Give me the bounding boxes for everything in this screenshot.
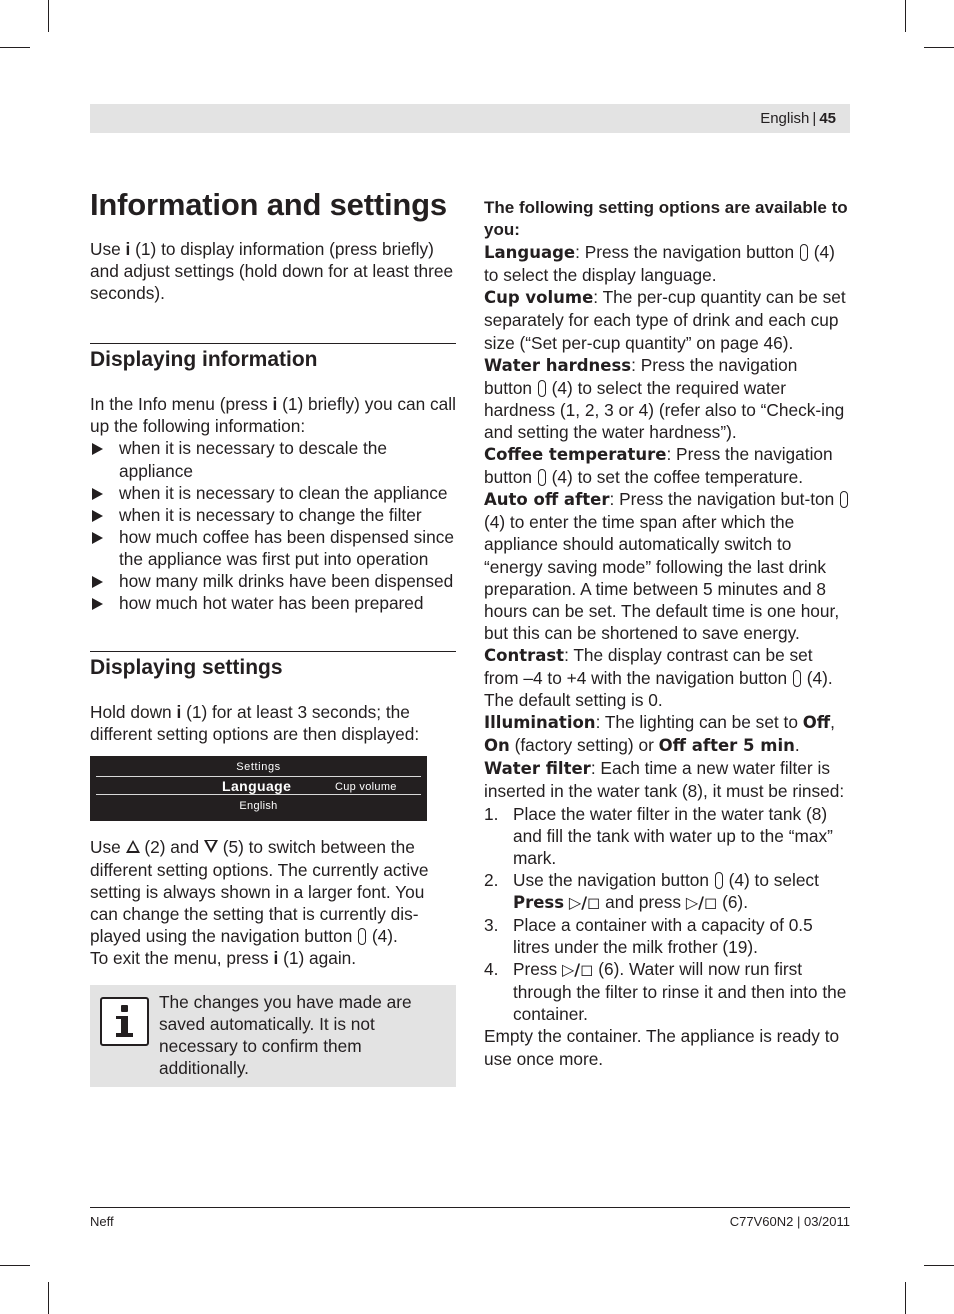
info-key-label: i xyxy=(176,702,182,723)
display-text-press: Press xyxy=(513,892,565,912)
list-item xyxy=(484,958,850,1025)
settings-intro-text: Hold down xyxy=(90,702,177,723)
setting-term: Auto off after xyxy=(484,490,610,510)
crop-mark xyxy=(905,0,906,32)
setting-text: (4) to enter the time span after which the appliance should automatically switch to “energy saving mode” following the last drink preparation. A time between 5 minutes and 8 hours can be set. The default time is one hour, but this can be shortened to save energy. xyxy=(484,512,840,643)
down-arrow-icon xyxy=(204,840,218,853)
closing-paragraph: Empty the container. The appliance is ready to use once more. xyxy=(484,1026,840,1069)
list-item xyxy=(90,504,456,526)
setting-cup-volume xyxy=(484,286,850,353)
step-text: Place the water filter in the water tank (8) and fill the tank with water up to the “max” mark. xyxy=(513,803,833,868)
display-next-setting: Cup volume xyxy=(335,781,397,794)
footer-rule xyxy=(90,1207,850,1208)
setting-value: Off xyxy=(802,713,831,733)
list-item xyxy=(90,482,456,504)
list-item-text: when it is necessary to clean the appliance xyxy=(119,482,448,503)
settings-navigation-paragraph xyxy=(90,836,456,969)
setting-text: (4) to select the required water hardness (1, 2, 3 or 4) (refer also to “Check-ing and setting the water hardness”). xyxy=(484,377,845,442)
section-heading: Displaying information xyxy=(90,348,318,372)
start-stop-icon: ▷/◻ xyxy=(561,960,594,980)
paragraph-text: (2) and xyxy=(139,837,204,858)
start-stop-icon: ▷/◻ xyxy=(685,892,718,912)
list-item-text: when it is necessary to change the filter xyxy=(119,504,422,525)
info-icon xyxy=(100,997,149,1046)
setting-text: . xyxy=(794,735,800,756)
list-item xyxy=(90,592,456,614)
setting-text: (4) to set the coffee temperature. xyxy=(546,467,804,488)
page-number: 45 xyxy=(819,110,836,127)
setting-text: (4) to select the display language. xyxy=(484,242,835,286)
info-intro-paragraph xyxy=(90,393,456,437)
footer-doc-id: C77V60N2 | 03/2011 xyxy=(729,1214,850,1229)
list-item xyxy=(484,869,850,914)
info-key-label: i xyxy=(272,394,278,415)
display-divider xyxy=(96,776,421,777)
header-separator: | xyxy=(812,110,817,127)
setting-water-filter xyxy=(484,757,850,802)
list-item xyxy=(90,437,456,481)
intro-text: (1) to display information (press briefly) and adjust settings (hold down for at least three seconds). xyxy=(90,239,454,304)
header-language: English xyxy=(760,110,810,127)
display-screen-illustration xyxy=(90,756,427,821)
setting-text: : Press the navigation but-ton xyxy=(609,489,840,510)
setting-value: Off after 5 min xyxy=(658,736,795,756)
info-key-label: i xyxy=(125,239,131,259)
section-displaying-information xyxy=(90,343,456,614)
list-item xyxy=(90,526,456,570)
crop-mark xyxy=(924,47,954,48)
start-stop-icon: ▷/◻ xyxy=(568,892,601,912)
setting-term: Coffee temperature xyxy=(484,445,667,465)
info-note-box xyxy=(90,985,456,1087)
crop-mark xyxy=(48,1282,49,1314)
intro-paragraph xyxy=(90,238,456,304)
setting-text: : The per-cup quantity can be set separately for each type of drink and each cup size (“Set per-cup quantity” on page 46). xyxy=(484,287,846,353)
setting-text: : Press the navigation button xyxy=(484,444,833,488)
step-number: 3. xyxy=(484,915,499,935)
settings-intro-paragraph xyxy=(90,701,456,745)
paragraph-text: (4). xyxy=(367,925,398,946)
list-item-text: how many milk drinks have been dispensed xyxy=(119,571,454,592)
setting-text: : The lighting can be set to xyxy=(595,712,803,733)
step-text: (6). xyxy=(717,891,748,912)
paragraph-text: (1) again. xyxy=(278,947,357,968)
display-menu-title: Settings xyxy=(236,761,281,774)
filter-steps-list xyxy=(484,803,850,1026)
display-setting-value: English xyxy=(239,800,278,813)
step-number: 1. xyxy=(484,803,499,824)
crop-mark xyxy=(48,0,49,32)
info-list xyxy=(90,437,456,614)
setting-text: : Press the navigation button xyxy=(484,354,798,398)
step-text: and press xyxy=(600,891,686,912)
setting-contrast xyxy=(484,644,850,711)
paragraph-text: Use xyxy=(90,837,126,858)
settings-intro-text: (1) for at least 3 seconds; the different setting options are then displayed: xyxy=(90,702,420,745)
bullet-arrow-icon xyxy=(92,443,103,455)
intro-text: Use xyxy=(90,239,126,259)
setting-term: Contrast xyxy=(484,645,565,665)
section-heading: Displaying settings xyxy=(90,656,283,680)
paragraph-text: To exit the menu, press xyxy=(90,947,274,968)
up-arrow-icon xyxy=(126,840,140,853)
page-title: Information and settings xyxy=(90,187,447,222)
info-key-label: i xyxy=(273,947,279,968)
step-number: 2. xyxy=(484,869,499,890)
list-item-text: how much hot water has been prepared xyxy=(119,593,424,614)
bullet-arrow-icon xyxy=(92,510,103,522)
step-text: Use the navigation button xyxy=(513,869,714,890)
setting-term: Water hardness xyxy=(484,355,632,375)
navigation-button-icon xyxy=(538,469,546,486)
setting-text: , xyxy=(830,712,835,733)
setting-auto-off xyxy=(484,488,850,644)
section-displaying-settings xyxy=(90,651,456,1087)
display-divider xyxy=(96,794,421,795)
bullet-arrow-icon xyxy=(92,598,103,610)
setting-term: Cup volume xyxy=(484,288,594,308)
navigation-button-icon xyxy=(358,928,366,945)
note-text: The changes you have made are saved automatically. It is not necessary to confirm them additionally. xyxy=(159,991,412,1079)
setting-text: : Each time a new water filter is inserted in the water tank (8), it must be rinsed: xyxy=(484,758,845,802)
crop-mark xyxy=(0,1265,30,1266)
list-item xyxy=(90,570,456,592)
step-text: Place a container with a capacity of 0.5 litres under the milk frother (19). xyxy=(513,915,813,958)
footer-brand: Neff xyxy=(90,1214,114,1229)
bullet-arrow-icon xyxy=(92,576,103,588)
setting-language xyxy=(484,241,850,286)
list-item-text: how much coffee has been dispensed since the appliance was first put into operation xyxy=(119,526,454,569)
step-text: (6). Water will now run first through the filter to rinse it and then into the container. xyxy=(513,959,847,1025)
bullet-arrow-icon xyxy=(92,532,103,544)
bullet-arrow-icon xyxy=(92,488,103,500)
setting-illumination xyxy=(484,711,850,757)
navigation-button-icon xyxy=(793,670,801,687)
setting-water-hardness xyxy=(484,354,850,443)
right-column xyxy=(484,197,850,1070)
setting-text: : The display contrast can be set from –4 to +4 with the navigation button xyxy=(484,644,813,688)
info-intro-text: In the Info menu (press xyxy=(90,394,273,415)
info-intro-text: (1) briefly) you can call up the following information: xyxy=(90,394,456,437)
step-text: (4) to select xyxy=(723,869,819,890)
navigation-button-icon xyxy=(715,872,723,889)
page-header xyxy=(90,104,850,133)
setting-term: Water filter xyxy=(484,759,591,779)
crop-mark xyxy=(905,1282,906,1314)
settings-options-heading: The following setting options are available to you: xyxy=(484,198,848,240)
list-item-text: when it is necessary to descale the appliance xyxy=(119,438,388,481)
list-item xyxy=(484,914,850,958)
display-active-setting: Language xyxy=(222,778,292,795)
setting-text: (4). The default setting is 0. xyxy=(484,667,833,711)
list-item xyxy=(484,803,850,869)
setting-text: : Press the navigation button xyxy=(575,242,799,263)
navigation-button-icon xyxy=(840,491,848,508)
setting-value: On xyxy=(484,736,510,756)
setting-term: Language xyxy=(484,243,576,263)
setting-term: Illumination xyxy=(484,713,596,733)
crop-mark xyxy=(924,1265,954,1266)
navigation-button-icon xyxy=(800,244,808,261)
navigation-button-icon xyxy=(538,380,546,397)
paragraph-text: (5) to switch between the different setting options. The currently active setting is always shown in a larger font. You can change the setting that is currently dis-played using the navigation button xyxy=(90,837,429,946)
header-text xyxy=(760,110,836,127)
step-text: Press xyxy=(513,959,562,980)
step-number: 4. xyxy=(484,959,499,980)
left-column xyxy=(90,180,456,1087)
setting-text: (factory setting) or xyxy=(509,735,659,756)
crop-mark xyxy=(0,47,30,48)
setting-coffee-temperature xyxy=(484,443,850,488)
